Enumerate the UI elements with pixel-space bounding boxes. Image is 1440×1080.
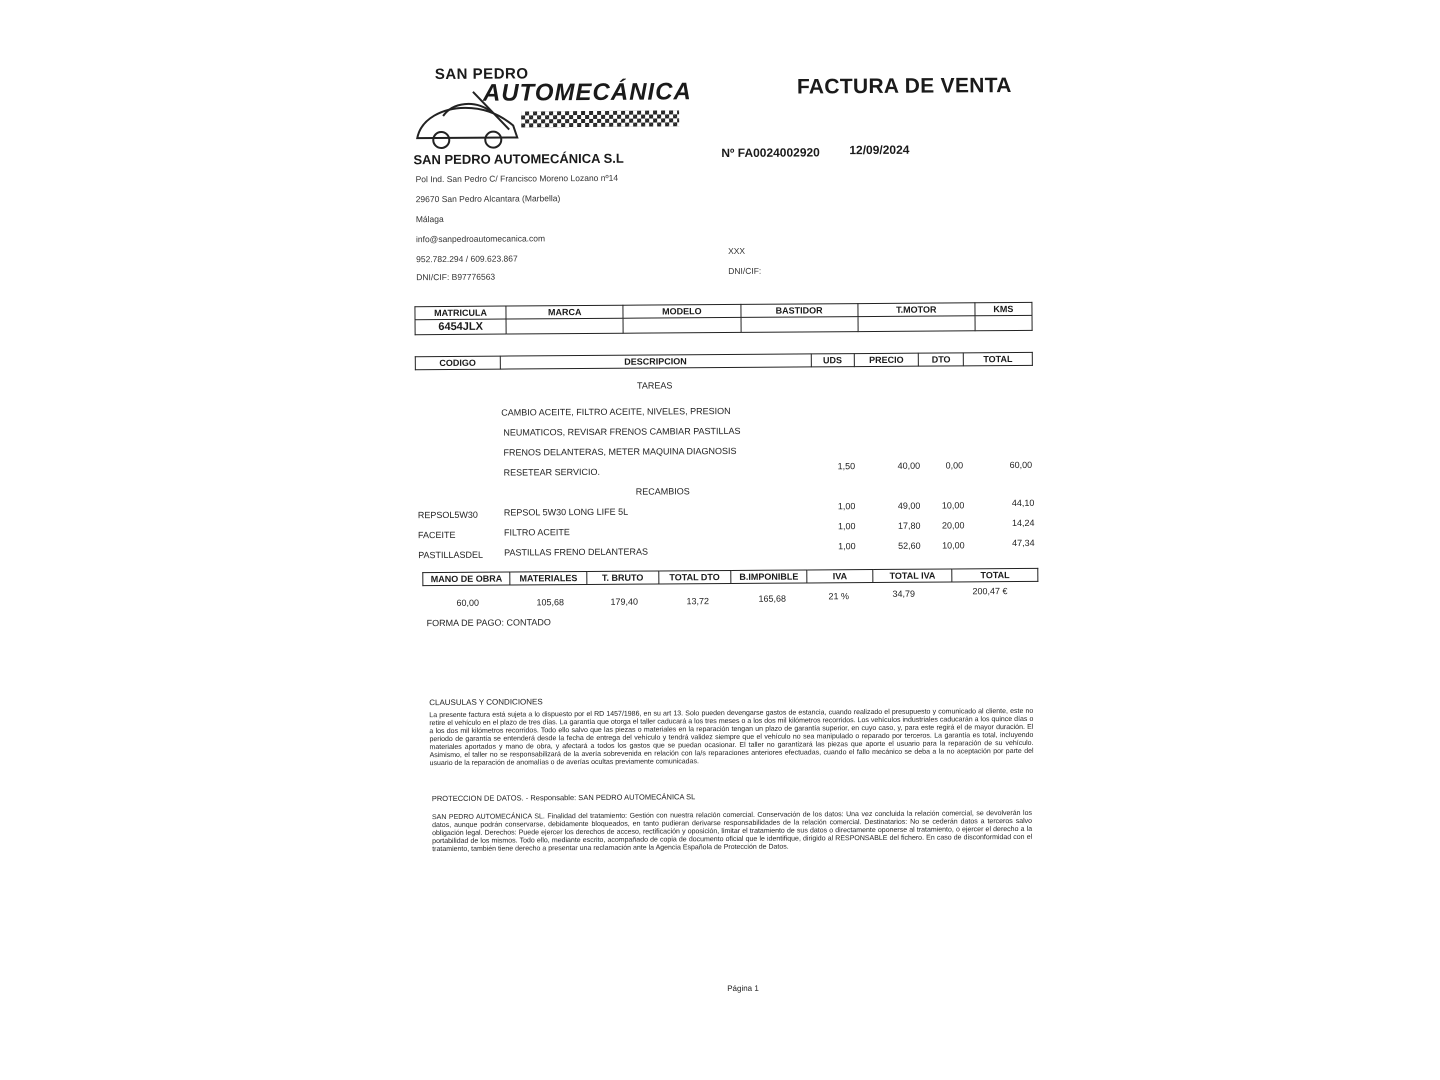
vehicle-value-cell (623, 317, 740, 333)
lines-header-cell: PRECIO (854, 353, 919, 366)
document-title: FACTURA DE VENTA (796, 74, 1012, 99)
totals-header-cell: TOTAL DTO (659, 570, 731, 584)
part-uds: 1,00 (838, 541, 856, 552)
part-dto: 10,00 (941, 500, 965, 511)
logo-line-2: AUTOMECÁNICA (482, 78, 692, 107)
issuer-tax-id: DNI/CIF: B97776563 (416, 271, 496, 283)
total-discount-value: 13,72 (686, 596, 710, 607)
issuer-name: SAN PEDRO AUTOMECÁNICA S.L (413, 150, 624, 168)
payment-method: FORMA DE PAGO: CONTADO (426, 617, 551, 629)
invoice-date: 12/09/2024 (849, 142, 910, 158)
customer-tax-id-label: DNI/CIF: (728, 265, 762, 277)
vehicle-header-cell: KMS (975, 302, 1032, 315)
checkered-flag-pattern (521, 110, 679, 127)
lines-header-cell: CODIGO (415, 356, 500, 370)
task-dto: 0,00 (945, 460, 964, 471)
part-precio: 49,00 (897, 500, 921, 511)
vehicle-value-cell (741, 317, 858, 333)
logo-line-1: SAN PEDRO (434, 65, 529, 84)
issuer-city: Málaga (415, 213, 444, 225)
totals-header-cell: TOTAL (952, 568, 1038, 582)
part-code: REPSOL5W30 (417, 509, 478, 521)
lines-header-cell: TOTAL (963, 352, 1032, 365)
part-total: 47,34 (1012, 537, 1035, 549)
invoice-page (397, 48, 1064, 1013)
part-description: PASTILLAS FRENO DELANTERAS (504, 546, 649, 558)
totals-header-cell: B.IMPONIBLE (730, 570, 807, 584)
vehicle-header-cell: T.MOTOR (858, 303, 975, 317)
vat-rate-value: 21 % (828, 591, 850, 602)
total-labor-value: 60,00 (456, 597, 480, 608)
part-total: 14,24 (1011, 517, 1035, 529)
data-protection-title: PROTECCION DE DATOS. - Responsable: SAN PEDRO AUTOMECÁNICA SL (431, 792, 696, 804)
data-protection-text: SAN PEDRO AUTOMECÁNICA SL. Finalidad del tratamiento: Gestión con nuestra relación comercial. Conservación de los datos: Una vez concluida la relación comercial, se devolverán los datos, aunque podrán conservarse, debidamente bloqueados, en tanto pudieran derivarse responsabilidades de la relación comercial. Destinatarios: No se cederán datos a terceros salvo obligación legal. Derechos: Puede ejercer los derechos de acceso, rectificación y oposición, limitar el tratamiento de sus datos o directamente oponerse al tratamiento, o ejercer el derecho a la portabilidad de los mismos. Todo ello, mediante escrito, acompañado de copia de documento oficial que le identifique, dirigido al RESPONSABLE del fichero. En caso de disconformidad con el tratamiento, también tiene derecho a presentar una reclamación ante la Agencia Española de Protección de Datos. (431, 809, 1033, 854)
part-code: FACEITE (417, 529, 456, 541)
totals-table (422, 568, 1038, 586)
part-code: PASTILLASDEL (418, 549, 484, 561)
part-total: 44,10 (1011, 497, 1035, 509)
task-description-line: NEUMATICOS, REVISAR FRENOS CAMBIAR PASTILLAS (503, 425, 741, 438)
task-description-line: CAMBIO ACEITE, FILTRO ACEITE, NIVELES, PRESION (501, 405, 731, 418)
vehicle-value-cell (975, 315, 1032, 330)
issuer-email: info@sanpedroautomecanica.com (415, 233, 546, 245)
issuer-address-2: 29670 San Pedro Alcantara (Marbella) (415, 193, 561, 205)
vehicle-value-cell (858, 316, 975, 332)
part-precio: 17,80 (897, 520, 921, 531)
clauses-text: La presente factura está sujeta a lo dispuesto por el RD 1457/1986, en su art 13. Solo pueden devengarse gastos de estancia, cuando realizado el presupuesto y comunicado al cliente, este no retire el vehículo en el plazo de tres días. La garantía que otorga el taller caducará a los tres meses o a los dos mil kilómetros recorridos. Los vehículos industriales caducarán a los quince días o a los dos mil kilómetros recorridos. Todo ello salvo que las piezas o materiales en la reparación tengan un plazo de garantía superior, en cuyo caso, y, para este regirá el de mayor duración. El periodo de garantía se entenderá desde la fecha de entrega del vehículo y tendrá validez siempre que el vehículo no sea manipulado o reparado por terceros. La garantía es total, incluyendo materiales aportados y mano de obra, y afectará a todos los gastos que se puedan ocasionar. El taller no garantizará las piezas que aporte el usuario para la reparación de su vehículo. Asimismo, el taller no se responsabilizará de la avería sobrevenida en relación con la/s reparaciones anteriores efectuadas, cuando el fallo mecánico se deba a la no aceptación por parte del usuario de la reparación de anomalías o de averías ocultas previamente comunicadas. (429, 707, 1034, 768)
company-logo (413, 64, 692, 152)
part-description: FILTRO ACEITE (503, 527, 570, 538)
totals-header-cell: MATERIALES (510, 572, 587, 586)
customer-name: XXX (728, 245, 746, 257)
tax-base-value: 165,68 (758, 593, 787, 604)
totals-header-cell: T. BRUTO (587, 571, 659, 585)
totals-header-cell: MANO DE OBRA (423, 572, 510, 586)
lines-header-cell: UDS (811, 354, 854, 367)
part-uds: 1,00 (837, 501, 856, 512)
issuer-address-1: Pol Ind. San Pedro C/ Francisco Moreno Lozano nº14 (415, 172, 619, 185)
part-uds: 1,00 (837, 521, 856, 532)
vehicle-header-cell: MARCA (506, 305, 623, 319)
task-total: 60,00 (1009, 459, 1033, 471)
totals-header-cell: TOTAL IVA (873, 569, 953, 583)
totals-header-row (423, 568, 1038, 585)
totals-header-cell: IVA (807, 570, 873, 583)
invoice-number: Nº FA0024002920 (721, 145, 820, 161)
vehicle-plate-value: 6454JLX (415, 319, 506, 335)
part-dto: 20,00 (941, 520, 965, 531)
lines-header-table (415, 352, 1033, 370)
vehicle-value-cell (506, 318, 623, 334)
vehicle-header-cell: MODELO (623, 304, 740, 318)
total-vat-value: 34,79 (892, 588, 916, 599)
lines-header-cell: DTO (919, 353, 964, 366)
task-uds: 1,50 (837, 461, 856, 472)
part-precio: 52,60 (898, 540, 921, 551)
lines-header-cell: DESCRIPCION (500, 354, 811, 369)
clauses-title: CLAUSULAS Y CONDICIONES (429, 697, 543, 708)
part-description: REPSOL 5W30 LONG LIFE 5L (503, 506, 629, 518)
total-materials-value: 105,68 (536, 597, 565, 608)
section-tasks-label: TAREAS (636, 380, 673, 391)
total-gross-value: 179,40 (610, 596, 639, 607)
task-description-line: RESETEAR SERVICIO. (503, 466, 600, 478)
vehicle-header-cell: BASTIDOR (740, 304, 857, 318)
section-parts-label: RECAMBIOS (635, 486, 690, 497)
page-number: Página 1 (727, 983, 759, 994)
task-precio: 40,00 (897, 460, 921, 471)
issuer-phones: 952.782.294 / 609.623.867 (416, 253, 518, 265)
grand-total-value: 200,47 € (972, 586, 1008, 597)
lines-header-row (415, 352, 1032, 369)
part-dto: 10,00 (942, 540, 965, 551)
vehicle-table (414, 302, 1032, 335)
vehicle-header-cell: MATRICULA (415, 306, 506, 320)
task-description-line: FRENOS DELANTERAS, METER MAQUINA DIAGNOSIS (503, 445, 737, 458)
vehicle-value-row (415, 315, 1032, 334)
